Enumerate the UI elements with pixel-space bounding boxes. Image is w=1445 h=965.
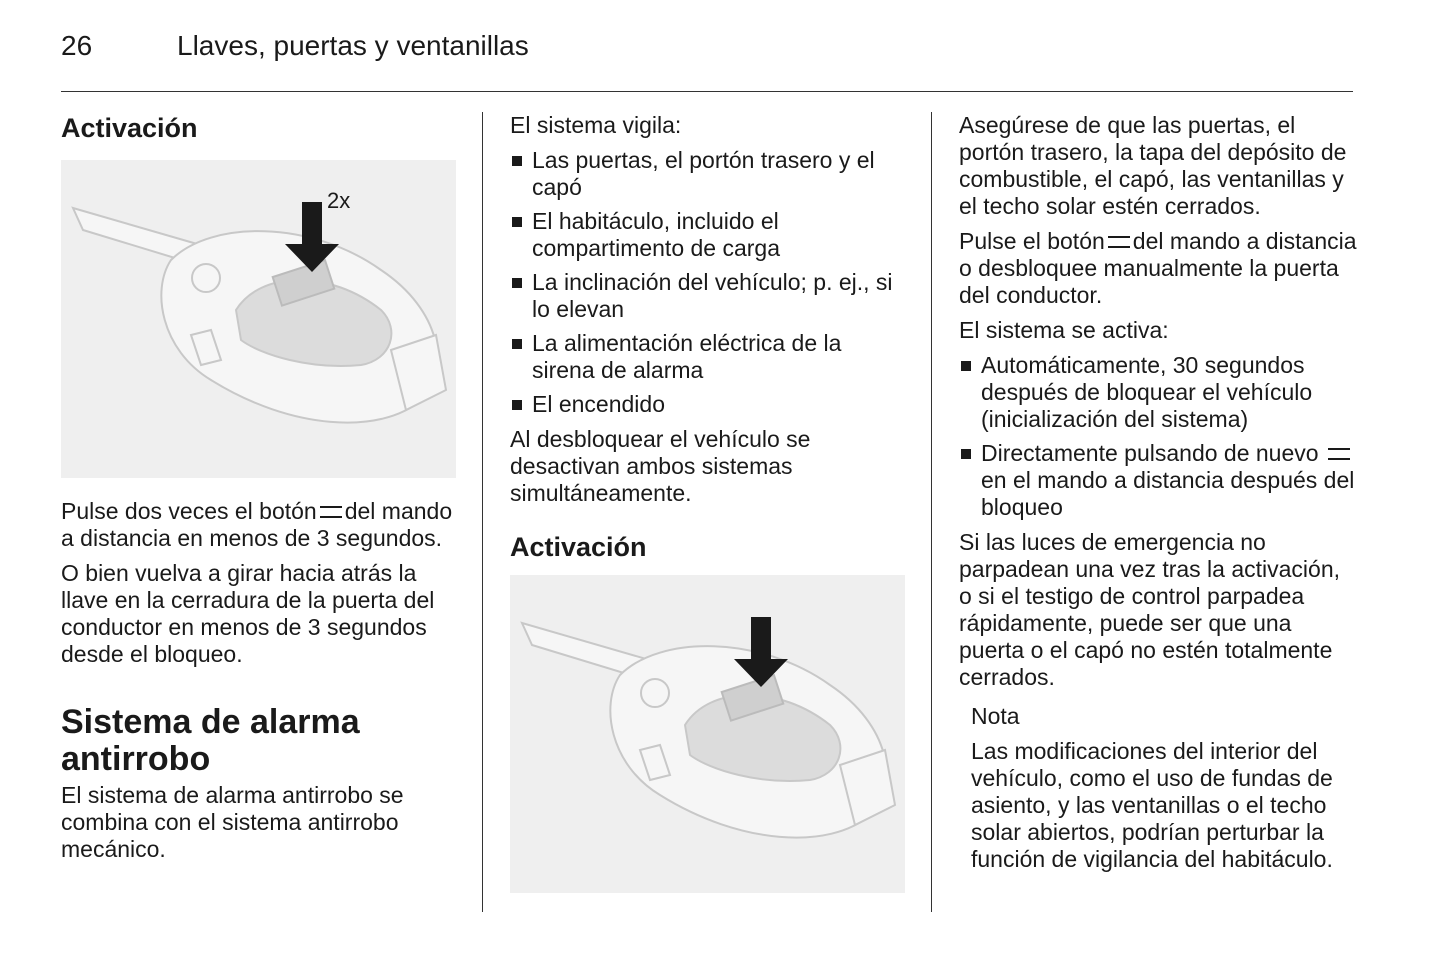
paragraph-press-button: Pulse el botón del mando a distancia o desbloquee manualmente la puerta del conductor. (959, 228, 1357, 308)
note-box (959, 703, 1359, 873)
paragraph-press-twice: Pulse dos veces el botón del mando a distancia en menos de 3 segundos. (61, 498, 453, 551)
paragraph-system-activates: El sistema se activa: (959, 317, 1169, 343)
paragraph-ensure-closed: Asegúrese de que las puertas, el portón trasero, la tapa del depósito de combustible, el capó, las ventanillas y el techo solar estén cerrados. (959, 112, 1347, 219)
lock-icon (1328, 448, 1350, 460)
note-title: Nota (971, 703, 1020, 729)
key-fob-figure-2 (510, 575, 905, 893)
heading-activacion-2: Activación (510, 532, 647, 562)
lock-icon (1108, 236, 1130, 248)
page-number: 26 (61, 30, 93, 61)
paragraph-turn-key: O bien vuelva a girar hacia atrás la llave en la cerradura de la puerta del conductor en menos de 3 segundos desde el bloqueo. (61, 560, 435, 667)
running-head: Llaves, puertas y ventanillas (177, 30, 529, 61)
note-text: Las modificaciones del interior del vehículo, como el uso de fundas de asiento, y las ventanillas o el techo solar abiertos, podrían perturbar la función de vigilancia del habitáculo. (971, 738, 1333, 872)
lock-icon (320, 506, 342, 518)
key-fob-illustration (61, 160, 456, 478)
column-divider-1 (482, 112, 483, 912)
list-item: La alimentación eléctrica de la sirena de alarma (510, 330, 910, 384)
column-2 (510, 112, 910, 893)
list-item: El habitáculo, incluido el compartimento de carga (510, 208, 910, 262)
paragraph-alarm-intro: El sistema de alarma antirrobo se combina con el sistema antirrobo mecánico. (61, 782, 404, 862)
column-1 (61, 112, 461, 871)
monitored-list (510, 147, 910, 418)
section-title-alarm: Sistema de alarma antirrobo (61, 703, 360, 778)
key-fob-illustration-2 (510, 575, 905, 893)
list-item: Automáticamente, 30 segundos después de bloquear el vehículo (inicialización del sistema) (959, 352, 1359, 433)
column-3 (959, 112, 1359, 881)
heading-activacion: Activación (61, 113, 198, 143)
key-fob-figure (61, 160, 456, 478)
press-count-label: 2x (327, 188, 351, 213)
column-divider-2 (931, 112, 932, 912)
paragraph-unlock-deactivates: Al desbloquear el vehículo se desactivan ambos sistemas simultáneamente. (510, 426, 811, 506)
list-item: Directamente pulsando de nuevo en el mando a distancia después del bloqueo (959, 440, 1359, 521)
list-item: El encendido (510, 391, 910, 418)
activation-list (959, 352, 1359, 521)
header-rule (61, 91, 1353, 92)
paragraph-hazard-lights: Si las luces de emergencia no parpadean una vez tras la activación, o si el testigo de control parpadea rápidamente, puede ser que una puerta o el capó no estén totalmente cerrados. (959, 529, 1341, 690)
paragraph-system-monitors: El sistema vigila: (510, 112, 682, 138)
list-item: La inclinación del vehículo; p. ej., si lo elevan (510, 269, 910, 323)
list-item: Las puertas, el portón trasero y el capó (510, 147, 910, 201)
